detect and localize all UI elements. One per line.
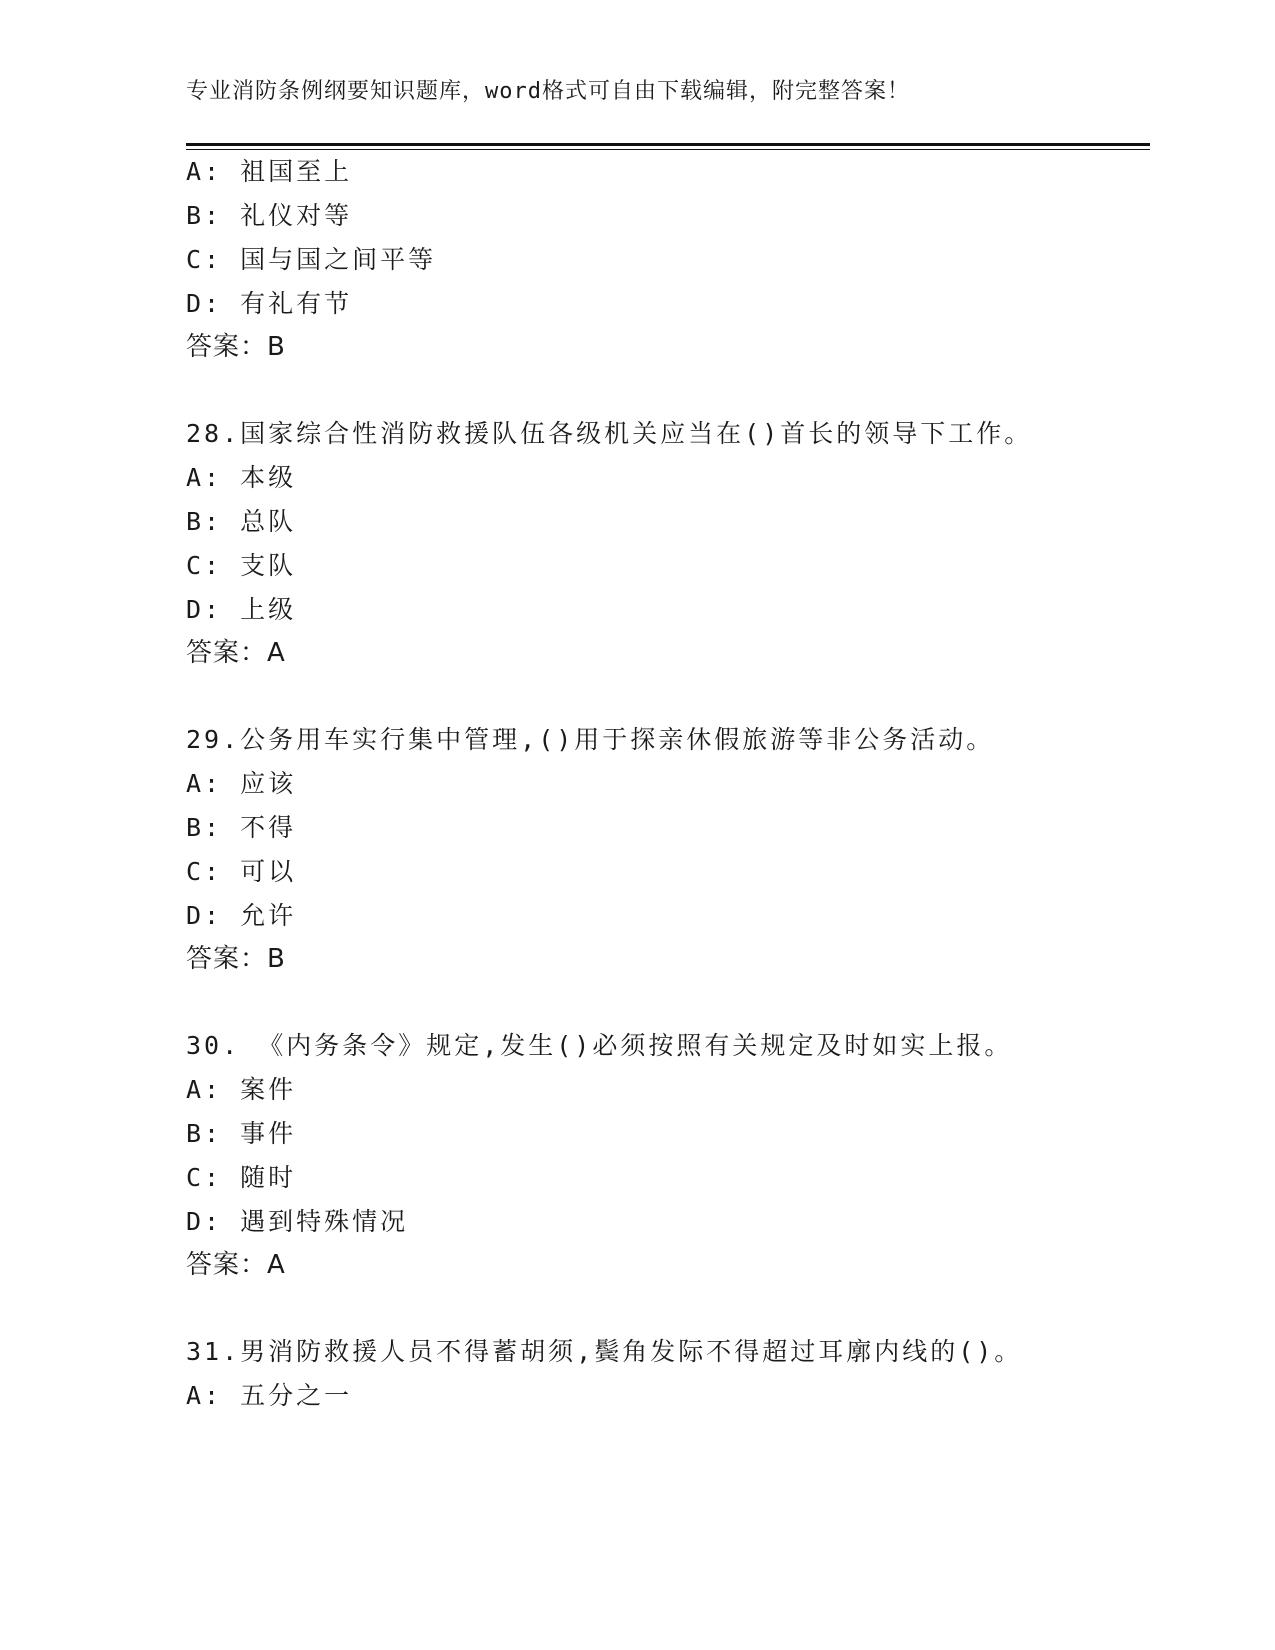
q30-option-c: C: 随时 bbox=[186, 1163, 297, 1192]
header-rule-thick bbox=[186, 143, 1150, 146]
q28-option-d: D: 上级 bbox=[186, 595, 297, 624]
q27-answer: 答案：B bbox=[186, 332, 286, 362]
q29-option-b: B: 不得 bbox=[186, 813, 297, 842]
q30-option-d: D: 遇到特殊情况 bbox=[186, 1207, 409, 1236]
q29-option-a: A: 应该 bbox=[186, 769, 297, 798]
q30-option-b: B: 事件 bbox=[186, 1119, 297, 1148]
q30-question: 30. 《内务条令》规定,发生()必须按照有关规定及时如实上报。 bbox=[186, 1031, 1013, 1060]
q27-option-c: C: 国与国之间平等 bbox=[186, 245, 437, 274]
q28-option-a: A: 本级 bbox=[186, 463, 297, 492]
q29-option-d: D: 允许 bbox=[186, 901, 297, 930]
q28-question: 28.国家综合性消防救援队伍各级机关应当在()首长的领导下工作。 bbox=[186, 419, 1033, 448]
q29-option-c: C: 可以 bbox=[186, 857, 297, 886]
q29-question: 29.公务用车实行集中管理,()用于探亲休假旅游等非公务活动。 bbox=[186, 725, 995, 754]
q30-answer: 答案：A bbox=[186, 1250, 286, 1280]
q28-option-b: B: 总队 bbox=[186, 507, 297, 536]
q31-option-a: A: 五分之一 bbox=[186, 1381, 353, 1410]
q31-question: 31.男消防救援人员不得蓄胡须,鬓角发际不得超过耳廓内线的()。 bbox=[186, 1337, 1023, 1366]
q28-answer: 答案：A bbox=[186, 638, 286, 668]
q27-option-a: A: 祖国至上 bbox=[186, 157, 353, 186]
header-rule-thin bbox=[186, 149, 1150, 150]
q27-option-d: D: 有礼有节 bbox=[186, 289, 353, 318]
q27-option-b: B: 礼仪对等 bbox=[186, 201, 353, 230]
q28-option-c: C: 支队 bbox=[186, 551, 297, 580]
q30-option-a: A: 案件 bbox=[186, 1075, 297, 1104]
q29-answer: 答案：B bbox=[186, 944, 286, 974]
page-header: 专业消防条例纲要知识题库，word格式可自由下载编辑，附完整答案！ bbox=[186, 79, 910, 104]
